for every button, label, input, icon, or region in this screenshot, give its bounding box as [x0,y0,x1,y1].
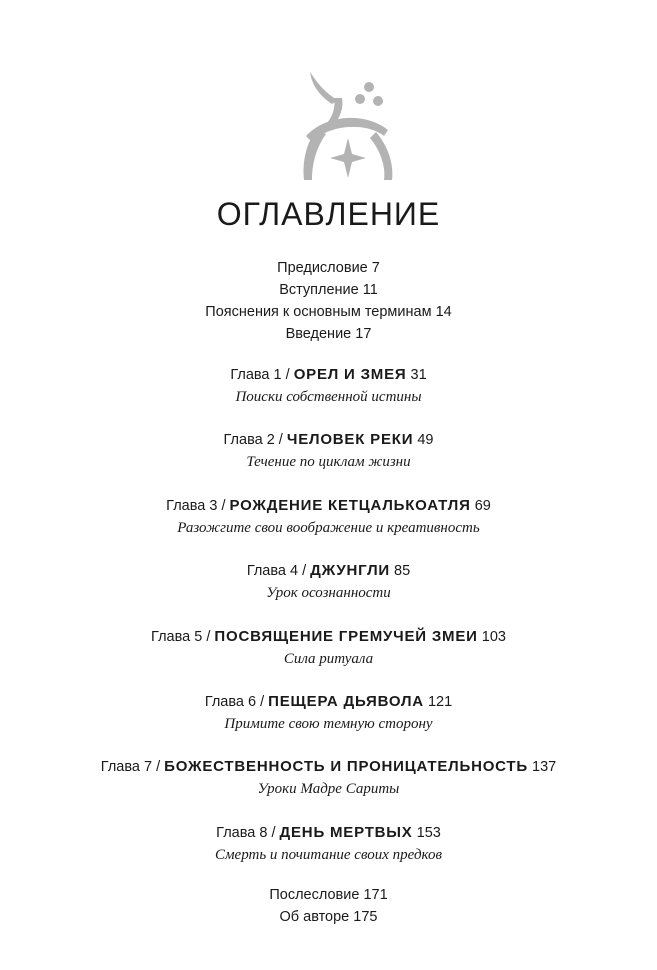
chapter-subtitle: Сила ритуала [283,650,374,667]
list-item [0,279,657,301]
list-item [0,301,657,323]
list-item [0,323,657,345]
item-label: Предисловие [277,260,368,276]
chapter-title: ЧЕЛОВЕК РЕКИ [286,431,414,449]
stylized-figure-star-icon [296,70,400,188]
front-matter-list [0,257,657,345]
chapter-page: 103 [481,628,506,645]
item-page: 171 [363,887,388,903]
chapter-page: 31 [410,367,427,383]
chapter-entry [0,364,657,429]
back-matter-list [0,884,657,928]
chapter-subtitle: Смерть и почитание своих предков [214,846,443,863]
item-page: 175 [353,909,378,925]
chapter-separator: / [285,367,290,383]
chapter-subtitle: Течение по циклам жизни [246,454,411,471]
chapter-entry [0,822,657,887]
page-title: ОГЛАВЛЕНИЕ [216,196,441,232]
item-page: 7 [371,260,380,276]
chapter-page: 137 [532,759,557,776]
chapter-entry [0,626,657,691]
item-label: Послесловие [269,887,360,903]
chapter-entry [0,691,657,756]
chapter-subtitle: Поиски собственной истины [235,389,422,405]
item-page: 17 [355,326,372,342]
item-label: Пояснения к основным терминам [205,304,432,320]
chapter-separator: / [260,693,265,710]
item-page: 11 [362,282,378,298]
chapter-page: 153 [416,824,441,841]
chapter-label: Глава 5 [151,628,203,645]
chapter-separator: / [302,563,307,580]
chapter-title: ДЕНЬ МЕРТВЫХ [279,823,413,841]
chapter-title: БОЖЕСТВЕННОСТЬ И ПРОНИЦАТЕЛЬНОСТЬ [164,758,528,776]
chapter-label: Глава 8 [216,824,268,841]
chapter-entry [0,756,657,821]
chapter-label: Глава 7 [100,759,153,776]
chapter-subtitle: Урок осознанности [266,585,391,602]
chapter-label: Глава 1 [230,367,282,383]
item-label: Вступление [279,282,359,298]
chapter-title: РОЖДЕНИЕ КЕТЦАЛЬКОАТЛЯ [229,496,471,514]
list-item [0,906,657,928]
chapter-subtitle: Разожгите свои воображение и креативность [177,519,480,536]
chapter-page: 69 [474,497,491,514]
chapter-title: ПЕЩЕРА ДЬЯВОЛА [268,692,424,710]
chapter-label: Глава 3 [166,497,218,514]
chapter-title: ДЖУНГЛИ [310,562,390,580]
chapter-label: Глава 2 [223,432,275,449]
chapter-entry [0,560,657,625]
chapter-separator: / [156,759,161,776]
chapter-subtitle: Уроки Мадре Сариты [257,781,400,798]
chapter-page: 121 [427,693,453,710]
chapter-subtitle: Примите свою темную сторону [224,715,433,732]
chapter-label: Глава 6 [204,693,257,710]
chapter-separator: / [271,824,276,841]
chapter-separator: / [278,432,283,449]
item-label: Об авторе [279,909,350,925]
chapter-entry [0,495,657,560]
chapter-label: Глава 4 [246,563,299,580]
list-item [0,257,657,279]
list-item [0,884,657,906]
item-label: Введение [285,326,352,342]
chapter-page: 49 [417,432,434,449]
chapter-title: ПОСВЯЩЕНИЕ ГРЕМУЧЕЙ ЗМЕИ [214,627,478,645]
chapter-list [0,364,657,887]
item-page: 14 [435,304,452,320]
chapter-entry [0,429,657,494]
chapter-title: ОРЕЛ И ЗМЕЯ [293,366,407,383]
chapter-separator: / [221,497,226,514]
chapter-page: 85 [394,563,411,580]
chapter-separator: / [206,628,211,645]
